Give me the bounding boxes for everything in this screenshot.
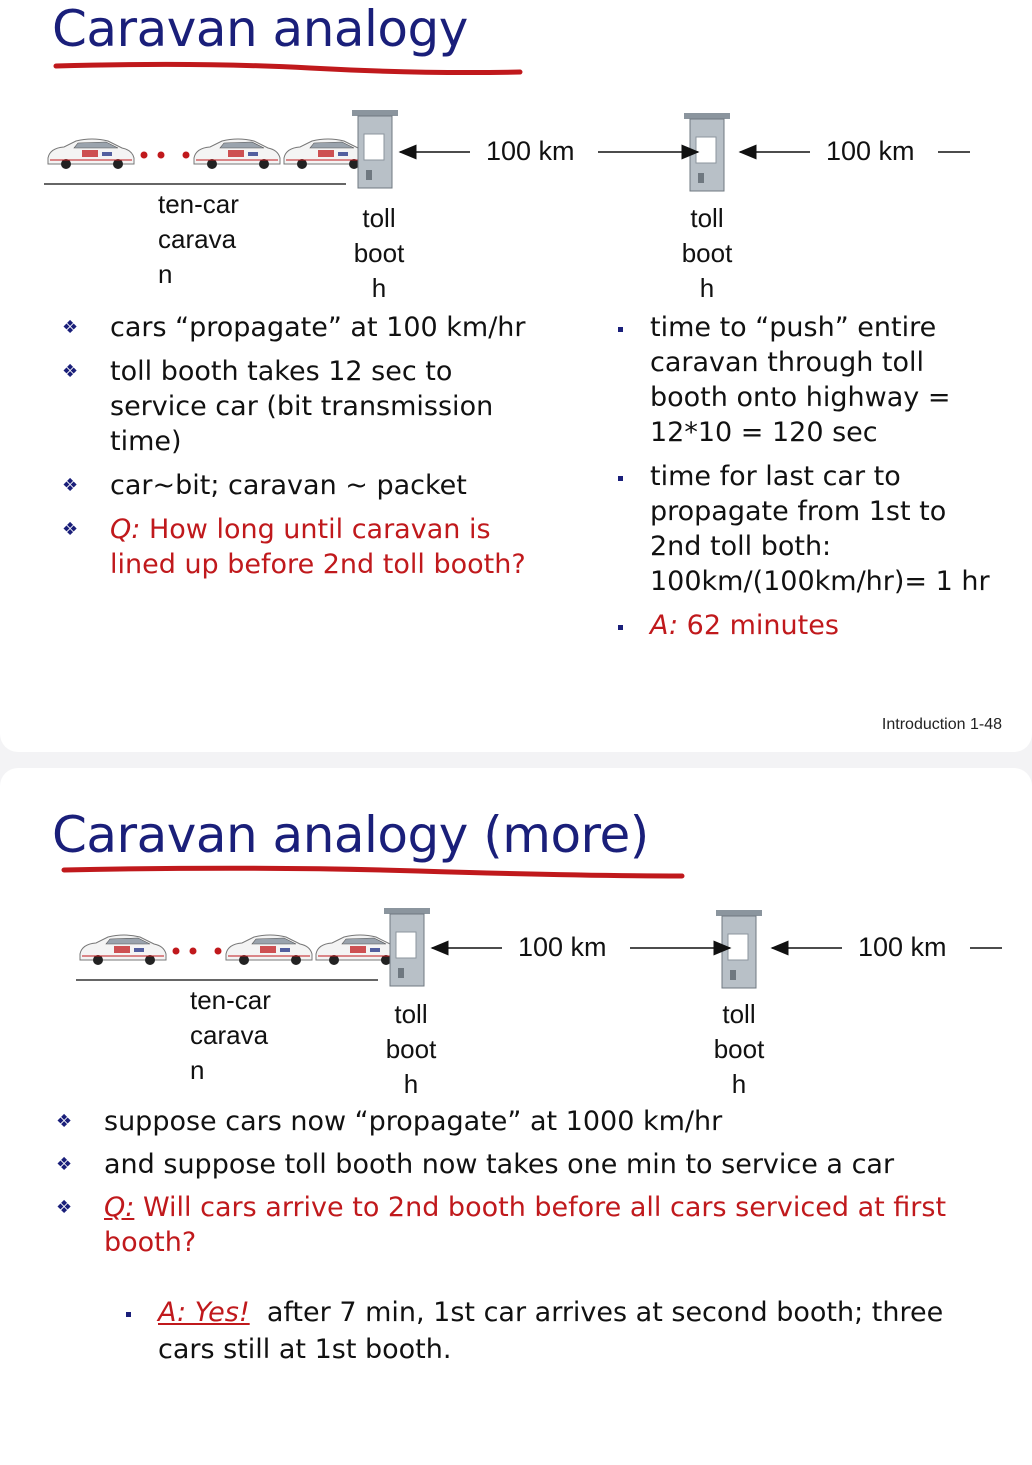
- square-bullet-icon: [618, 625, 623, 630]
- car-icon: [194, 139, 280, 169]
- slide-title: Caravan analogy (more): [52, 806, 649, 864]
- slide-title: Caravan analogy: [52, 0, 468, 58]
- slide-caravan-analogy-more: [0, 768, 1032, 1465]
- square-bullet-icon: [618, 476, 623, 481]
- caravan-label: ten-car carava n: [190, 985, 271, 1085]
- diamond-bullet-icon: ❖: [62, 361, 79, 382]
- toll-booth-icon: [384, 908, 430, 986]
- car-icon: [80, 935, 166, 965]
- toll-booth-label: toll boot h: [681, 203, 733, 303]
- diamond-bullet-icon: ❖: [56, 1197, 73, 1218]
- car-icon: [226, 935, 312, 965]
- diamond-bullet-icon: ❖: [62, 475, 79, 496]
- square-bullet-icon: [618, 327, 623, 332]
- answer-item: A: 62 minutes: [650, 608, 990, 643]
- ellipsis-dots: [173, 948, 222, 955]
- car-icon: [316, 935, 402, 965]
- diamond-bullet-icon: ❖: [56, 1154, 73, 1175]
- car-icon: [48, 139, 134, 169]
- list-item: ❖ cars “propagate” at 100 km/hr: [62, 312, 526, 343]
- list-item: ❖ suppose cars now “propagate” at 1000 km/hr: [56, 1106, 723, 1137]
- question-item: ❖ Q: Will cars arrive to 2nd booth before all cars serviced at first booth?: [56, 1192, 947, 1258]
- car-icon: [284, 139, 370, 169]
- diamond-bullet-icon: ❖: [62, 519, 79, 540]
- distance-label: 100 km: [826, 136, 915, 166]
- distance-label: 100 km: [486, 136, 575, 166]
- toll-booth-label: toll boot h: [353, 203, 405, 303]
- toll-booth-label: toll boot h: [713, 999, 765, 1099]
- distance-label: 100 km: [858, 932, 947, 962]
- answer-list: [158, 1294, 998, 1368]
- list-item: time for last car to propagate from 1st to 2nd toll both: 100km/(100km/hr)= 1 hr: [650, 459, 990, 599]
- toll-booth-icon: [716, 910, 762, 988]
- list-item: ❖ car~bit; caravan ~ packet: [62, 470, 467, 501]
- diamond-bullet-icon: ❖: [62, 317, 79, 338]
- square-bullet-icon: [126, 1312, 131, 1317]
- slide-footer: Introduction 1-48: [881, 716, 1002, 733]
- question-item: ❖ Q: How long until caravan is lined up before 2nd toll booth?: [62, 514, 526, 580]
- ellipsis-dots: [141, 152, 190, 159]
- toll-booth-icon: [352, 110, 398, 188]
- caravan-diagram: [0, 768, 1032, 1088]
- toll-booth-label: toll boot h: [385, 999, 437, 1099]
- list-item: time to “push” entire caravan through toll booth onto highway = 12*10 = 120 sec: [650, 310, 990, 450]
- distance-label: 100 km: [518, 932, 607, 962]
- bullet-list: [56, 1104, 984, 1260]
- caravan-label: ten-car carava n: [158, 189, 239, 289]
- right-bullet-list: [650, 310, 990, 643]
- left-bullet-list: [62, 310, 530, 582]
- diamond-bullet-icon: ❖: [56, 1111, 73, 1132]
- list-item: ❖ toll booth takes 12 sec to service car (bit transmission time): [62, 356, 494, 457]
- list-item: ❖ and suppose toll booth now takes one min to service a car: [56, 1149, 895, 1180]
- answer-item: A: Yes! after 7 min, 1st car arrives at second booth; three cars still at 1st booth.: [158, 1294, 998, 1368]
